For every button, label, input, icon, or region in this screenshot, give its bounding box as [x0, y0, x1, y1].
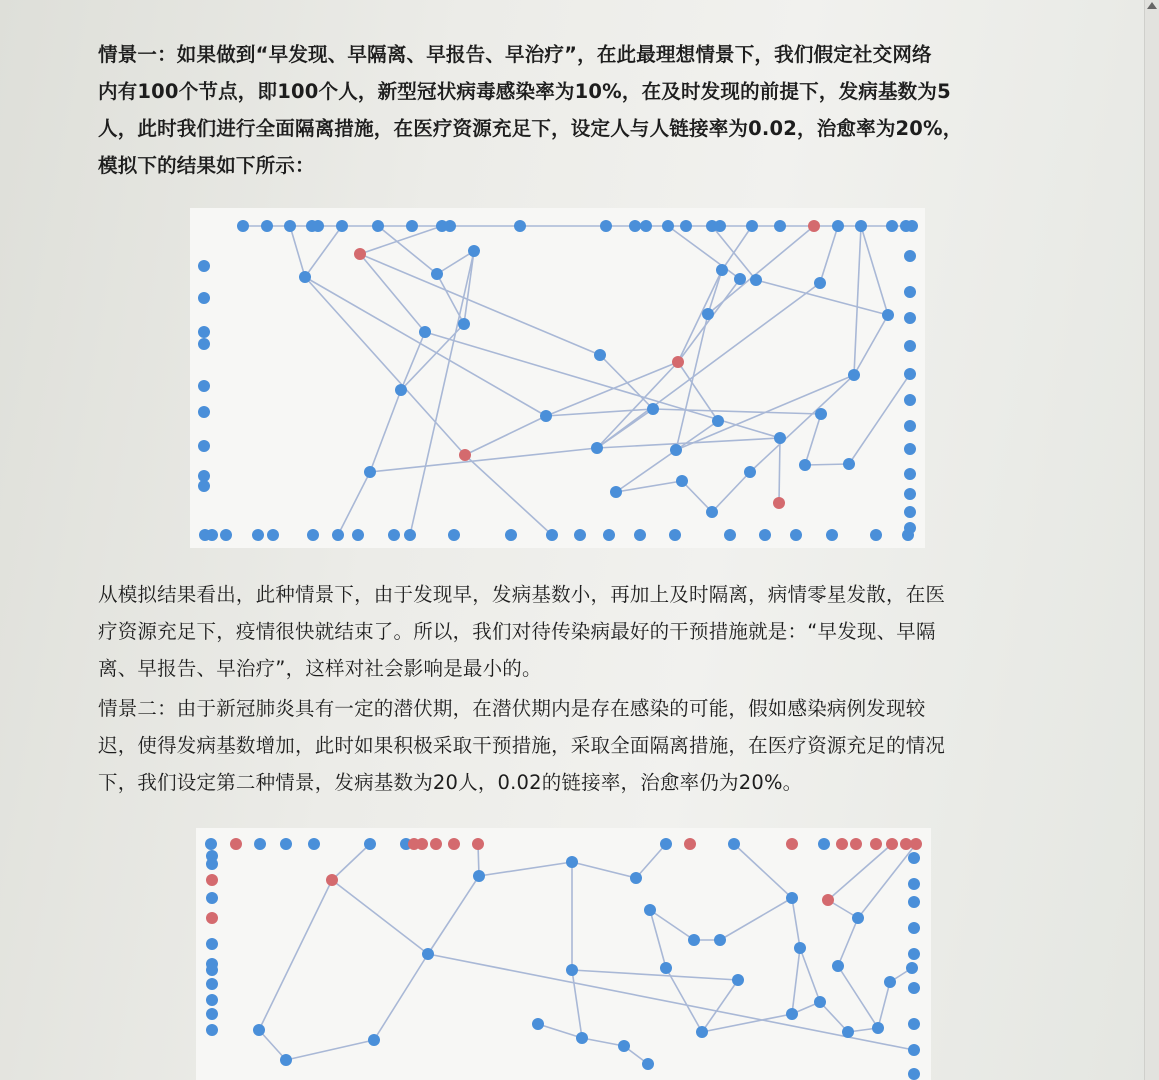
- healthy-node: [904, 488, 916, 500]
- healthy-node: [206, 892, 218, 904]
- healthy-node: [206, 978, 218, 990]
- nodes: [205, 838, 922, 1080]
- healthy-node: [395, 384, 407, 396]
- healthy-node: [198, 480, 210, 492]
- healthy-node: [660, 838, 672, 850]
- healthy-node: [662, 220, 674, 232]
- network-edge: [465, 416, 546, 455]
- network-edge: [820, 1002, 848, 1032]
- healthy-node: [688, 934, 700, 946]
- edges: [259, 844, 916, 1064]
- network-edge: [479, 862, 572, 876]
- healthy-node: [205, 838, 217, 850]
- healthy-node: [669, 529, 681, 541]
- healthy-node: [886, 220, 898, 232]
- healthy-node: [600, 220, 612, 232]
- conclusion1-paragraph: [98, 576, 1033, 687]
- healthy-node: [714, 934, 726, 946]
- infected-node: [230, 838, 242, 850]
- network-edge: [849, 374, 910, 464]
- network-edge: [722, 226, 752, 270]
- healthy-node: [540, 410, 552, 422]
- healthy-node: [419, 326, 431, 338]
- healthy-node: [724, 529, 736, 541]
- network-edge: [305, 277, 465, 455]
- healthy-node: [786, 1008, 798, 1020]
- network-edge: [360, 254, 425, 332]
- text-line: 下，我们设定第二种情景，发病基数为20人，0.02的链接率，治愈率仍为20%。: [98, 771, 803, 794]
- network-graph: [190, 208, 925, 548]
- network-edge: [437, 251, 474, 274]
- network-edge: [800, 948, 820, 1002]
- healthy-node: [198, 292, 210, 304]
- healthy-node: [790, 529, 802, 541]
- healthy-node: [254, 838, 266, 850]
- healthy-node: [908, 1044, 920, 1056]
- nodes: [198, 220, 918, 541]
- network-edge: [616, 421, 718, 492]
- healthy-node: [640, 220, 652, 232]
- network-edge: [678, 362, 718, 421]
- text-line: 情景一：如果做到“早发现、早隔离、早报告、早治疗”，在此最理想情景下，我们假定社交网络: [98, 43, 932, 66]
- infected-node: [808, 220, 820, 232]
- network-edge: [305, 226, 342, 277]
- network-edge: [305, 277, 546, 416]
- network-edge: [820, 226, 838, 283]
- text-line: 人，此时我们进行全面隔离措施，在医疗资源充足下，设定人与人链接率为0.02，治愈率为20%，: [98, 117, 963, 140]
- healthy-node: [904, 468, 916, 480]
- healthy-node: [794, 942, 806, 954]
- healthy-node: [842, 1026, 854, 1038]
- infected-node: [684, 838, 696, 850]
- infected-node: [850, 838, 862, 850]
- healthy-node: [904, 286, 916, 298]
- network-edge: [668, 226, 740, 279]
- network-edge: [286, 1040, 374, 1060]
- healthy-node: [431, 268, 443, 280]
- healthy-node: [774, 220, 786, 232]
- healthy-node: [908, 1068, 920, 1080]
- network-edge: [805, 414, 821, 465]
- healthy-node: [872, 1022, 884, 1034]
- healthy-node: [908, 852, 920, 864]
- infected-node: [836, 838, 848, 850]
- network-edge: [360, 226, 442, 254]
- healthy-node: [696, 1026, 708, 1038]
- network-edge: [750, 375, 854, 472]
- healthy-node: [630, 872, 642, 884]
- healthy-node: [904, 368, 916, 380]
- infected-node: [326, 874, 338, 886]
- infected-node: [448, 838, 460, 850]
- text-line: 离、早报告、早治疗”，这样对社会影响是最小的。: [98, 657, 542, 680]
- healthy-node: [644, 904, 656, 916]
- network-edge: [465, 455, 552, 535]
- network-edge: [838, 966, 878, 1028]
- healthy-node: [388, 529, 400, 541]
- healthy-node: [832, 960, 844, 972]
- healthy-node: [261, 220, 273, 232]
- healthy-node: [826, 529, 838, 541]
- network-figure-scenario1: [190, 208, 925, 548]
- network-edge: [582, 1038, 624, 1046]
- network-edge: [538, 1024, 582, 1038]
- edges: [243, 226, 912, 535]
- healthy-node: [882, 309, 894, 321]
- text-line: 从模拟结果看出，此种情景下，由于发现早，发病基数小，再加上及时隔离，病情零星发散，在医: [98, 583, 946, 606]
- infected-node: [354, 248, 366, 260]
- text-line: 疗资源充足下，疫情很快就结束了。所以，我们对待传染病最好的干预措施就是：“早发现、早隔: [98, 620, 936, 643]
- healthy-node: [422, 948, 434, 960]
- network-edge: [779, 438, 780, 503]
- healthy-node: [848, 369, 860, 381]
- healthy-node: [670, 444, 682, 456]
- network-edge: [682, 481, 712, 512]
- healthy-node: [750, 274, 762, 286]
- infected-node: [886, 838, 898, 850]
- network-edge: [259, 880, 332, 1030]
- network-edge: [378, 226, 437, 274]
- healthy-node: [364, 838, 376, 850]
- healthy-node: [336, 220, 348, 232]
- healthy-node: [744, 466, 756, 478]
- healthy-node: [732, 974, 744, 986]
- network-edge: [805, 464, 849, 465]
- healthy-node: [908, 1018, 920, 1030]
- healthy-node: [908, 922, 920, 934]
- infected-node: [870, 838, 882, 850]
- healthy-node: [634, 529, 646, 541]
- healthy-node: [904, 312, 916, 324]
- healthy-node: [206, 964, 218, 976]
- network-edge: [734, 844, 792, 898]
- healthy-node: [576, 1032, 588, 1044]
- healthy-node: [786, 892, 798, 904]
- scenario1-paragraph: [98, 36, 1033, 184]
- text-line: 迟，使得发病基数增加，此时如果积极采取干预措施，采取全面隔离措施，在医疗资源充足的情况: [98, 734, 946, 757]
- network-edge: [838, 918, 858, 966]
- infected-node: [910, 838, 922, 850]
- healthy-node: [267, 529, 279, 541]
- healthy-node: [307, 529, 319, 541]
- network-edge: [332, 844, 370, 880]
- healthy-node: [904, 506, 916, 518]
- healthy-node: [759, 529, 771, 541]
- infected-node: [459, 449, 471, 461]
- healthy-node: [603, 529, 615, 541]
- healthy-node: [714, 220, 726, 232]
- healthy-node: [198, 380, 210, 392]
- healthy-node: [906, 220, 918, 232]
- healthy-node: [312, 220, 324, 232]
- infected-node: [416, 838, 428, 850]
- healthy-node: [284, 220, 296, 232]
- healthy-node: [444, 220, 456, 232]
- healthy-node: [843, 458, 855, 470]
- network-edge: [712, 472, 750, 512]
- healthy-node: [206, 994, 218, 1006]
- network-edge: [572, 970, 738, 980]
- healthy-node: [468, 245, 480, 257]
- healthy-node: [368, 1034, 380, 1046]
- healthy-node: [832, 220, 844, 232]
- network-edge: [290, 226, 305, 277]
- healthy-node: [706, 506, 718, 518]
- healthy-node: [904, 250, 916, 262]
- scrollbar[interactable]: [1144, 0, 1159, 1080]
- healthy-node: [618, 1040, 630, 1052]
- text-line: 模拟下的结果如下所示：: [98, 154, 315, 177]
- network-edge: [597, 362, 678, 448]
- network-edge: [370, 390, 401, 472]
- healthy-node: [198, 338, 210, 350]
- healthy-node: [702, 308, 714, 320]
- healthy-node: [332, 529, 344, 541]
- network-edge: [370, 448, 597, 472]
- healthy-node: [734, 273, 746, 285]
- infected-node: [822, 894, 834, 906]
- healthy-node: [591, 442, 603, 454]
- healthy-node: [904, 340, 916, 352]
- network-edge: [332, 880, 428, 954]
- healthy-node: [406, 220, 418, 232]
- healthy-node: [206, 938, 218, 950]
- healthy-node: [610, 486, 622, 498]
- network-edge: [360, 254, 600, 355]
- infected-node: [672, 356, 684, 368]
- healthy-node: [458, 318, 470, 330]
- network-edge: [374, 954, 428, 1040]
- healthy-node: [574, 529, 586, 541]
- healthy-node: [660, 962, 672, 974]
- healthy-node: [299, 271, 311, 283]
- network-edge: [854, 226, 861, 375]
- healthy-node: [566, 964, 578, 976]
- healthy-node: [280, 1054, 292, 1066]
- healthy-node: [906, 962, 918, 974]
- network-edge: [600, 355, 653, 409]
- network-edge: [572, 970, 582, 1038]
- healthy-node: [676, 475, 688, 487]
- healthy-node: [206, 858, 218, 870]
- network-edge: [636, 844, 666, 878]
- infected-node: [430, 838, 442, 850]
- network-edge: [425, 332, 780, 438]
- network-edge: [597, 438, 780, 448]
- healthy-node: [372, 220, 384, 232]
- infected-node: [786, 838, 798, 850]
- infected-node: [472, 838, 484, 850]
- healthy-node: [852, 912, 864, 924]
- healthy-node: [237, 220, 249, 232]
- infected-node: [773, 497, 785, 509]
- healthy-node: [908, 896, 920, 908]
- healthy-node: [647, 403, 659, 415]
- healthy-node: [473, 870, 485, 882]
- healthy-node: [815, 408, 827, 420]
- healthy-node: [680, 220, 692, 232]
- healthy-node: [746, 220, 758, 232]
- healthy-node: [712, 415, 724, 427]
- healthy-node: [280, 838, 292, 850]
- healthy-node: [198, 406, 210, 418]
- healthy-node: [253, 1024, 265, 1036]
- healthy-node: [206, 1024, 218, 1036]
- healthy-node: [728, 838, 740, 850]
- network-edge: [792, 948, 800, 1014]
- network-graph: [196, 828, 931, 1080]
- healthy-node: [532, 1018, 544, 1030]
- network-edge: [792, 898, 800, 948]
- healthy-node: [352, 529, 364, 541]
- healthy-node: [308, 838, 320, 850]
- healthy-node: [514, 220, 526, 232]
- healthy-node: [364, 466, 376, 478]
- scenario2-paragraph: [98, 690, 1033, 801]
- network-edge: [720, 898, 792, 940]
- network-edge: [828, 844, 892, 900]
- network-edge: [653, 409, 821, 414]
- healthy-node: [404, 529, 416, 541]
- healthy-node: [908, 878, 920, 890]
- text-line: 内有100个节点，即100个人，新型冠状病毒感染率为10%，在及时发现的前提下，发病基数为5: [98, 80, 951, 103]
- healthy-node: [198, 260, 210, 272]
- healthy-node: [505, 529, 517, 541]
- healthy-node: [814, 277, 826, 289]
- network-edge: [854, 315, 888, 375]
- infected-node: [206, 912, 218, 924]
- healthy-node: [799, 459, 811, 471]
- network-edge: [401, 332, 425, 390]
- infected-node: [206, 874, 218, 886]
- healthy-node: [904, 420, 916, 432]
- healthy-node: [220, 529, 232, 541]
- healthy-node: [902, 529, 914, 541]
- healthy-node: [908, 948, 920, 960]
- healthy-node: [206, 529, 218, 541]
- network-edge: [572, 862, 636, 878]
- text-line: 情景二：由于新冠肺炎具有一定的潜伏期，在潜伏期内是存在感染的可能，假如感染病例发现较: [98, 697, 926, 720]
- healthy-node: [855, 220, 867, 232]
- healthy-node: [198, 440, 210, 452]
- healthy-node: [252, 529, 264, 541]
- scroll-up-arrow-icon[interactable]: [1147, 2, 1157, 9]
- network-figure-scenario2: [196, 828, 931, 1080]
- network-edge: [858, 844, 916, 918]
- network-edge: [702, 980, 738, 1032]
- network-edge: [410, 251, 474, 535]
- healthy-node: [448, 529, 460, 541]
- network-edge: [616, 481, 682, 492]
- network-edge: [878, 982, 890, 1028]
- healthy-node: [774, 432, 786, 444]
- healthy-node: [629, 220, 641, 232]
- healthy-node: [908, 982, 920, 994]
- healthy-node: [904, 443, 916, 455]
- healthy-node: [904, 394, 916, 406]
- healthy-node: [642, 1058, 654, 1070]
- network-edge: [597, 283, 820, 448]
- healthy-node: [818, 838, 830, 850]
- healthy-node: [884, 976, 896, 988]
- healthy-node: [206, 1008, 218, 1020]
- healthy-node: [566, 856, 578, 868]
- healthy-node: [870, 529, 882, 541]
- network-edge: [259, 1030, 286, 1060]
- healthy-node: [546, 529, 558, 541]
- healthy-node: [594, 349, 606, 361]
- healthy-node: [814, 996, 826, 1008]
- network-edge: [428, 876, 479, 954]
- healthy-node: [716, 264, 728, 276]
- healthy-node: [198, 326, 210, 338]
- network-edge: [338, 472, 370, 535]
- network-edge: [861, 226, 888, 315]
